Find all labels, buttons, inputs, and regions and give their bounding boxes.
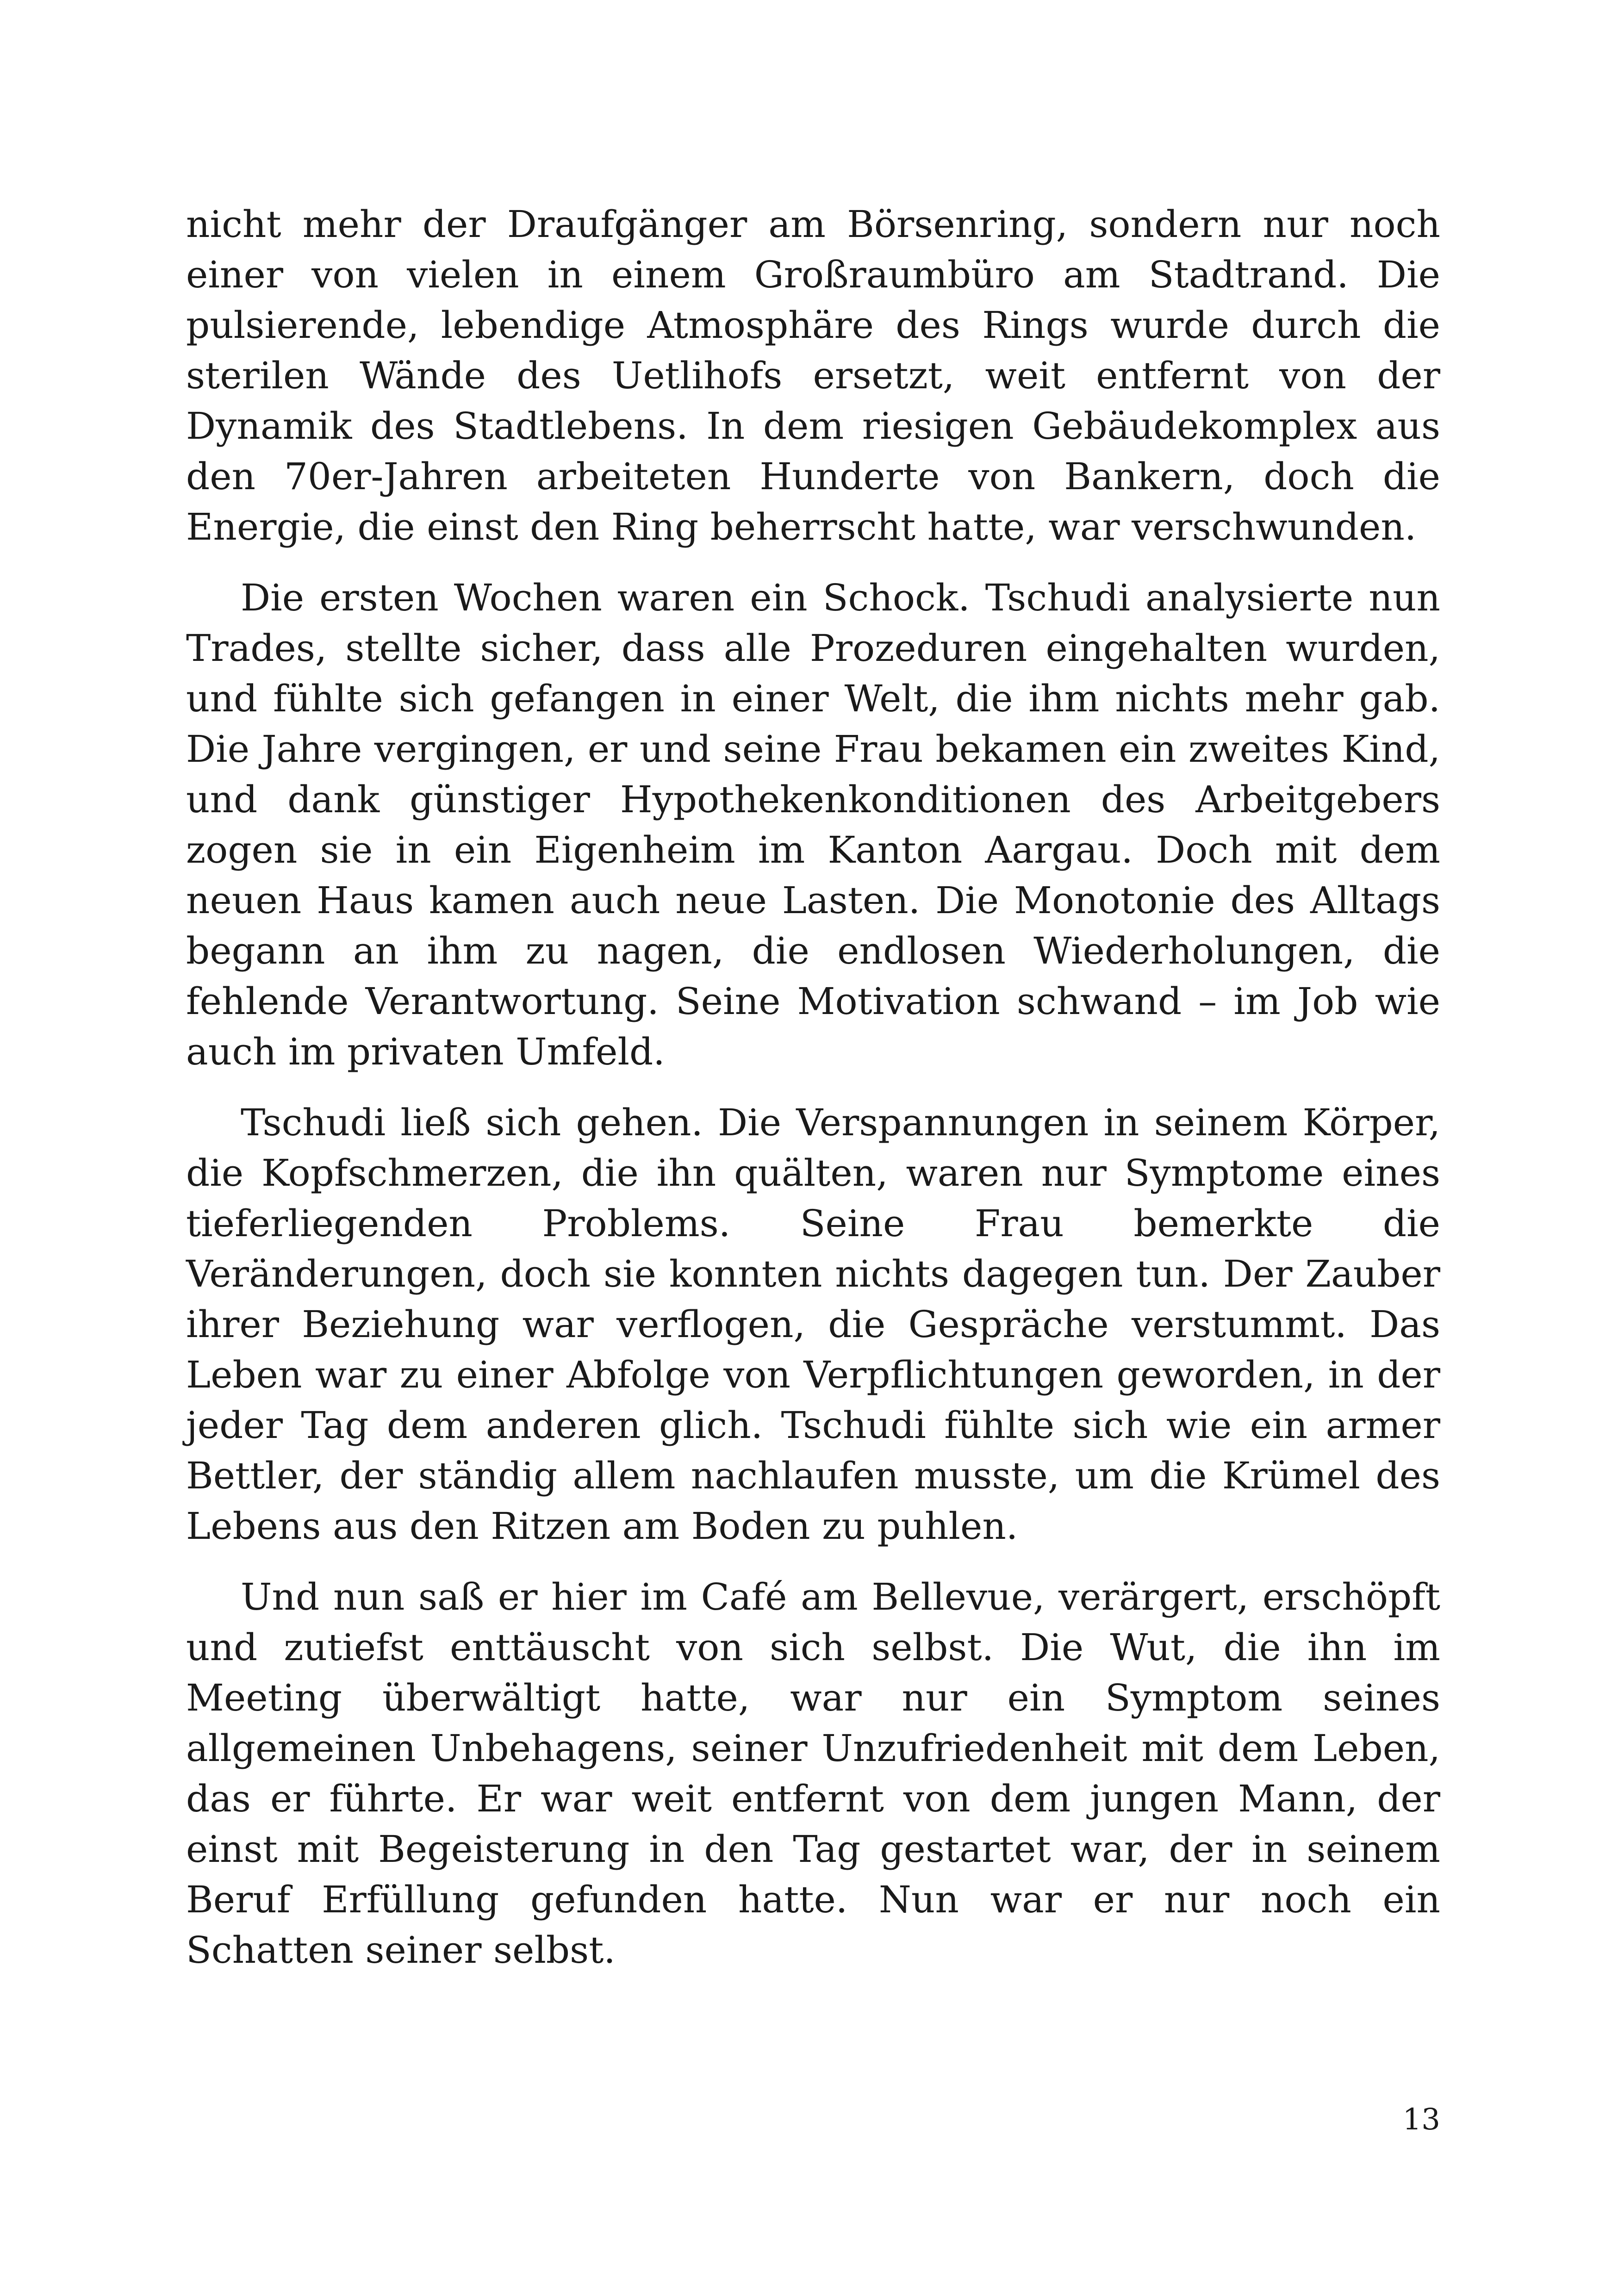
paragraph-1: nicht mehr der Draufgänger am Börsenring, sondern nur noch einer von vielen in einem Großraumbüro am Stadtrand. Die pulsierende, lebendige Atmosphäre des Rings wurde durch die sterilen Wände des Uetlihofs ersetzt, weit entfernt von der Dynamik des Stadtlebens. In dem riesigen Gebäudekomplex aus den 70er-Jahren arbeiteten Hunderte von Bankern, doch die Energie, die einst den Ring beherrscht hatte, war verschwunden. xyxy=(186,203,1440,548)
body-text xyxy=(186,199,1440,1996)
paragraph-2: Die ersten Wochen waren ein Schock. Tschudi analysierte nun Trades, stellte sicher, dass alle Prozeduren eingehalten wurden, und fühlte sich gefangen in einer Welt, die ihm nichts mehr gab. Die Jahre vergingen, er und seine Frau bekamen ein zweites Kind, und dank günstiger Hypothekenkonditionen des Arbeitgebers zogen sie in ein Eigenheim im Kanton Aargau. Doch mit dem neuen Haus kamen auch neue Lasten. Die Monotonie des Alltags begann an ihm zu nagen, die endlosen Wiederholungen, die fehlende Verantwortung. Seine Motivation schwand – im Job wie auch im privaten Umfeld. xyxy=(186,576,1440,1073)
paragraph-4: Und nun saß er hier im Café am Bellevue, verärgert, erschöpft und zutiefst enttäuscht von sich selbst. Die Wut, die ihn im Meeting überwältigt hatte, war nur ein Symptom seines allgemeinen Unbehagens, seiner Unzufriedenheit mit dem Leben, das er führte. Er war weit entfernt von dem jungen Mann, der einst mit Begeisterung in den Tag gestartet war, der in seinem Beruf Erfüllung gefunden hatte. Nun war er nur noch ein Schatten seiner selbst. xyxy=(186,1575,1440,1972)
paragraph-3: Tschudi ließ sich gehen. Die Verspannungen in seinem Körper, die Kopfschmerzen, die ihn quälten, waren nur Symptome eines tieferliegenden Problems. Seine Frau bemerkte die Veränderungen, doch sie konnten nichts dagegen tun. Der Zauber ihrer Beziehung war verflogen, die Gespräche verstummt. Das Leben war zu einer Abfolge von Verpflichtungen geworden, in der jeder Tag dem anderen glich. Tschudi fühlte sich wie ein armer Bettler, der ständig allem nachlaufen musste, um die Krümel des Lebens aus den Ritzen am Boden zu puhlen. xyxy=(186,1101,1440,1548)
page-number: 13 xyxy=(1402,2103,1440,2137)
